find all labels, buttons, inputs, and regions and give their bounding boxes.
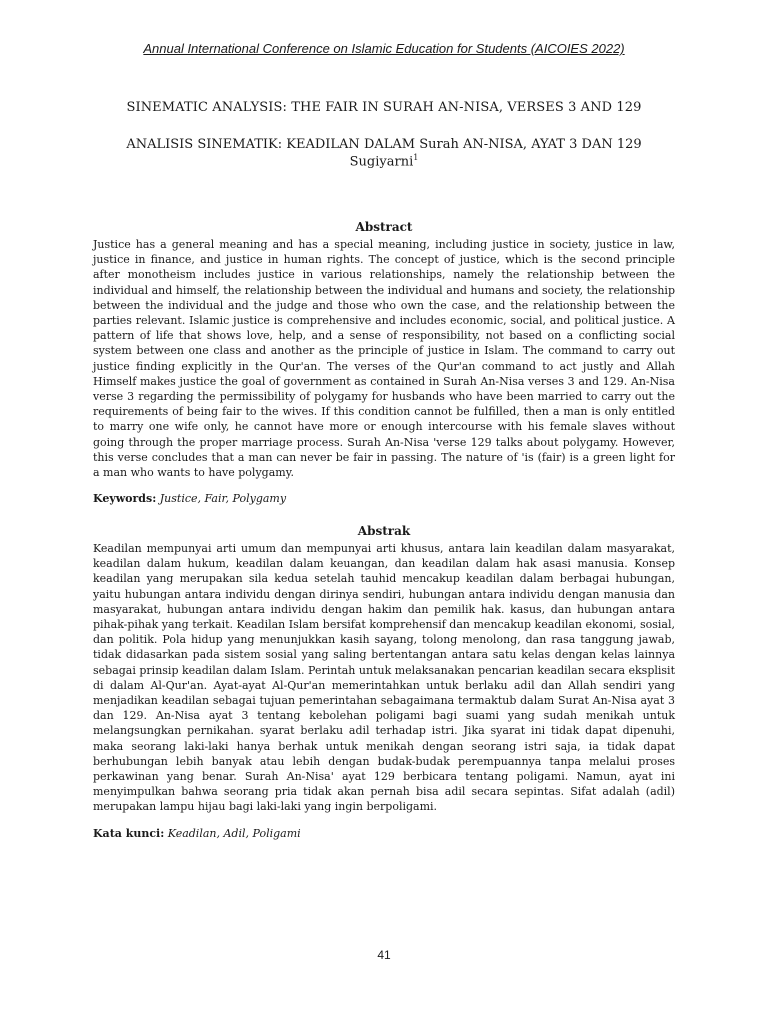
title-id-part1: ANALISIS SINEMATIK: KEADILAN DALAM [126, 137, 420, 152]
abstract-heading: Abstract [355, 220, 413, 234]
paper-title-indonesian [0, 137, 768, 152]
abstrak-text: Keadilan mempunyai arti umum dan mempunyai arti khusus, antara lain keadilan dalam masyarakat, keadilan dalam hukum, keadilan dalam keuangan, dan keadilan dalam hak asasi manusia. Konsep keadilan yang merupakan sila kedua setelah tauhid mencakup keadilan dalam berbagai hubungan, yaitu hubungan antara individu dengan dirinya sendiri, hubungan antara individu dengan manusia dan masyarakat, hubungan antara individu dengan hakim dan pemilik hak. kasus, dan hubungan antara pihak-pihak yang terkait. Keadilan Islam bersifat komprehensif dan mencakup keadilan ekonomi, sosial, dan politik. Pola hidup yang menunjukkan kasih sayang, tolong menolong, dan rasa tanggung jawab, tidak didasarkan pada sistem sosial yang saling bertentangan antara satu kelas dengan kelas lainnya sebagai prinsip keadilan dalam Islam. Perintah untuk melaksanakan pencarian keadilan secara eksplisit di dalam Al-Qur'an. Ayat-ayat Al-Qur'an memerintahkan untuk berlaku adil dan Allah sendiri yang menjadikan keadilan sebagai tujuan pemerintahan sebagaimana termaktub dalam Surat An-Nisa ayat 3 dan 129. An-Nisa ayat 3 tentang kebolehan poligami bagi suami yang sudah menikah untuk melangsungkan pernikahan. syarat berlaku adil terhadap istri. Jika syarat ini tidak dapat dipenuhi, maka seorang laki-laki hanya berhak untuk menikah dengan seorang istri saja, ia tidak dapat berhubungan lebih banyak atau lebih dengan budak-budak perempuannya tanpa melalui proses perkawinan yang benar. Surah An-Nisa' ayat 129 berbicara tentang poligami. Namun, ayat ini menyimpulkan bahwa seorang pria tidak akan pernah bisa adil secara sepintas. Sifat adalah (adil) merupakan lampu hijau bagi laki-laki yang ingin berpoligami. [93, 542, 675, 814]
author-affiliation-marker: 1 [413, 153, 419, 162]
abstract-text: Justice has a general meaning and has a special meaning, including justice in society, justice in law, justice in finance, and justice in human rights. The concept of justice, which is the second principle after monotheism includes justice in various relationships, namely the relationship between the individual and himself, the relationship between the individual and humans and society, the relationship between the individual and the judge and those who own the case, and the relationship between the parties relevant. Islamic justice is comprehensive and includes economic, social, and political justice. A pattern of life that shows love, help, and a sense of responsibility, not based on a conflicting social system between one class and another as the principle of justice in Islam. The command to carry out justice finding explicitly in the Qur'an. The verses of the Qur'an command to act justly and Allah Himself makes justice the goal of government as contained in Surah An-Nisa verses 3 and 129. An-Nisa verse 3 regarding the permissibility of polygamy for husbands who have been married to carry out the requirements of being fair to the wives. If this condition cannot be fulfilled, then a man is only entitled to marry one wife only, he cannot have more or enough intercourse with his female slaves without going through the proper marriage process. Surah An-Nisa 'verse 129 talks about polygamy. However, this verse concludes that a man can never be fair in passing. The nature of 'is (fair) is a green light for a man who wants to have polygamy. [93, 238, 675, 480]
abstrak-keywords [93, 827, 675, 840]
abstract-keywords [93, 492, 675, 505]
author-name-text: Sugiyarni [349, 154, 414, 170]
keywords-value: Justice, Fair, Polygamy [156, 492, 287, 505]
kata-kunci-value: Keadilan, Adil, Poligami [164, 827, 301, 840]
abstrak-heading: Abstrak [357, 524, 411, 538]
author-name [0, 153, 768, 169]
keywords-label: Keywords: [93, 492, 157, 505]
title-id-part3: AN-NISA, AYAT 3 DAN 129 [458, 137, 642, 152]
page-number: 41 [377, 948, 391, 962]
kata-kunci-label: Kata kunci: [93, 827, 165, 840]
paper-title-english: SINEMATIC ANALYSIS: THE FAIR IN SURAH AN-NISA, VERSES 3 AND 129 [126, 100, 642, 115]
title-id-part2: Surah [419, 137, 459, 152]
conference-header: Annual International Conference on Islamic Education for Students (AICOIES 2022) [143, 41, 625, 56]
